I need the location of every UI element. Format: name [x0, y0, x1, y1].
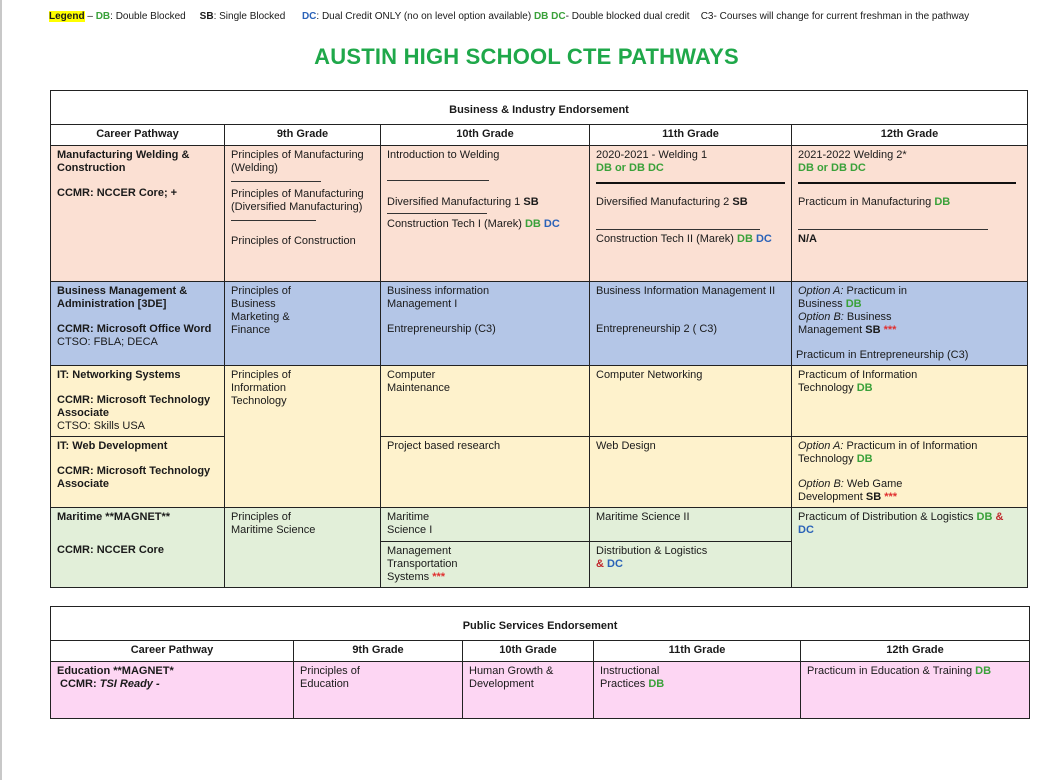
course: Practicum in of Information Technology — [798, 440, 978, 465]
course: 2020-2021 - Welding 1 — [596, 149, 708, 161]
course: Entrepreneurship (C3) — [387, 323, 496, 335]
business-endorsement-table — [50, 90, 1028, 588]
ccmr-value: TSI Ready - — [99, 678, 160, 690]
public-services-endorsement-table — [50, 606, 1030, 719]
pathway-ctso: CTSO: FBLA; DECA — [57, 336, 158, 348]
legend-dc-key: DC — [301, 11, 317, 22]
amp-tag: & — [995, 511, 1004, 523]
option-label: Option B: — [798, 478, 844, 490]
course: Practicum in Entrepreneurship (C3) — [796, 349, 969, 361]
cell-web-development-g12 — [792, 437, 1028, 508]
db-tag: DB — [856, 453, 873, 465]
course: Business information Management I — [387, 285, 490, 310]
credit-tags: DB or DB DC — [798, 162, 866, 174]
header-grade-10: 10th Grade — [463, 641, 594, 662]
cell-education-g9 — [294, 662, 463, 719]
course: Computer Maintenance — [387, 369, 450, 394]
pathway-ccmr: CCMR: Microsoft Technology Associate — [57, 394, 211, 419]
header-grade-12: 12th Grade — [792, 125, 1028, 146]
pathway-ccmr: CCMR: Microsoft Office Word — [57, 323, 212, 335]
course: Practicum in Education & Training — [807, 665, 973, 677]
header-career-pathway: Career Pathway — [51, 641, 294, 662]
sb-tag: SB — [865, 491, 882, 503]
header-grade-10: 10th Grade — [381, 125, 590, 146]
course: Principles of Construction — [231, 235, 356, 247]
cell-manufacturing-g12 — [792, 146, 1028, 282]
header-grade-9: 9th Grade — [294, 641, 463, 662]
db-tag: DB — [524, 218, 541, 230]
cell-web-development-g10 — [381, 437, 590, 508]
course: 2021-2022 Welding 2* — [798, 149, 907, 161]
cell-maritime-g11 — [590, 508, 792, 588]
amp-tag: & — [596, 558, 604, 570]
cell-pathway-education — [51, 662, 294, 719]
course: Principles of Education — [300, 665, 360, 690]
cell-it-networking-g12 — [792, 366, 1028, 437]
public-services-endorsement-title: Public Services Endorsement — [51, 607, 1030, 641]
cell-pathway-business-management — [51, 282, 225, 366]
pathway-name: Business Management & Administration [3DE] — [57, 285, 188, 310]
stars: *** — [432, 571, 446, 583]
dc-tag: DC — [798, 524, 814, 536]
pathway-name: Maritime **MAGNET** — [57, 511, 171, 523]
cell-manufacturing-g10 — [381, 146, 590, 282]
cell-pathway-it-networking — [51, 366, 225, 437]
cell-pathway-maritime — [51, 508, 225, 588]
header-career-pathway: Career Pathway — [51, 125, 225, 146]
stars: *** — [884, 491, 898, 503]
pathway-ctso: CTSO: Skills USA — [57, 420, 146, 432]
course: Construction Tech II (Marek) — [596, 233, 734, 245]
cell-manufacturing-g9 — [225, 146, 381, 282]
legend-dc-text: : Dual Credit ONLY (no on level option available) — [316, 11, 532, 22]
course: Web Game Development — [798, 478, 903, 503]
option-label: Option A: — [798, 440, 844, 452]
sb-tag: SB — [523, 196, 539, 208]
business-endorsement-title: Business & Industry Endorsement — [51, 91, 1028, 125]
cell-business-management-g11 — [590, 282, 792, 366]
course: Principles of Information Technology — [231, 369, 291, 407]
course: Practicum in Manufacturing — [798, 196, 932, 208]
sb-tag: SB — [865, 324, 881, 336]
course: Introduction to Welding — [387, 149, 500, 161]
cell-it-g9 — [225, 366, 381, 508]
course: Business Information Management II — [596, 285, 776, 297]
course: Instructional Practices — [600, 665, 660, 690]
dc-tag: DC — [607, 558, 623, 570]
db-tag: DB — [856, 382, 873, 394]
db-tag: DB — [934, 196, 951, 208]
cell-maritime-g9 — [225, 508, 381, 588]
pathway-ccmr: CCMR: Microsoft Technology Associate — [57, 465, 211, 490]
sb-tag: SB — [732, 196, 748, 208]
course: Distribution & Logistics — [596, 545, 708, 557]
course: Principles of Business Marketing & Finance — [231, 285, 291, 336]
dc-tag: DC — [755, 233, 772, 245]
course: Diversified Manufacturing 2 — [596, 196, 730, 208]
option-label: Option B: — [798, 311, 844, 323]
legend-db-key: DB — [95, 11, 111, 22]
course: Project based research — [387, 440, 501, 452]
public-header-row — [51, 641, 1030, 662]
cell-manufacturing-g11 — [590, 146, 792, 282]
ccmr-label: CCMR: — [60, 678, 97, 690]
course: Practicum of Information Technology — [798, 369, 918, 394]
page-left-border — [0, 0, 2, 780]
row-business-management — [51, 282, 1028, 366]
cell-pathway-manufacturing — [51, 146, 225, 282]
cell-education-g10 — [463, 662, 594, 719]
course: Web Design — [596, 440, 656, 452]
row-it-web-development — [51, 437, 1028, 508]
course-na: N/A — [798, 233, 817, 245]
cell-education-g11 — [594, 662, 801, 719]
cell-maritime-g12 — [792, 508, 1028, 588]
pathway-name: IT: Networking Systems — [57, 369, 181, 381]
pathway-ccmr: CCMR: NCCER Core; + — [57, 187, 178, 199]
db-tag: DB — [976, 511, 993, 523]
db-tag: DB — [737, 233, 753, 245]
header-grade-11: 11th Grade — [590, 125, 792, 146]
course: Maritime Science I — [387, 511, 433, 536]
pathway-ccmr: CCMR: NCCER Core — [57, 544, 164, 556]
course: Entrepreneurship 2 ( C3) — [596, 323, 718, 335]
course: Human Growth & Development — [469, 665, 554, 690]
cell-education-g12 — [801, 662, 1030, 719]
course: Practicum of Distribution & Logistics — [798, 511, 974, 523]
course: Maritime Science II — [596, 511, 690, 523]
legend-db-text: : Double Blocked — [110, 11, 186, 22]
business-header-row — [51, 125, 1028, 146]
course: Construction Tech I (Marek) — [387, 218, 522, 230]
cell-business-management-g10 — [381, 282, 590, 366]
row-it-networking — [51, 366, 1028, 437]
stars: *** — [883, 324, 897, 336]
cell-it-networking-g10 — [381, 366, 590, 437]
cell-business-management-g12 — [792, 282, 1028, 366]
row-education — [51, 662, 1030, 719]
legend-sb-key: SB — [199, 11, 214, 22]
course: Principles of Manufacturing (Welding) — [231, 149, 364, 174]
legend-sb-text: : Single Blocked — [213, 11, 286, 22]
header-grade-12: 12th Grade — [801, 641, 1030, 662]
course: Diversified Manufacturing 1 — [387, 196, 521, 208]
pathway-name: Education **MAGNET* — [57, 665, 174, 677]
legend-label: Legend — [49, 11, 85, 22]
db-tag: DB — [975, 665, 992, 677]
credit-tags: DB or DB DC — [596, 162, 664, 174]
legend-dbdc-text: - Double blocked dual credit — [565, 11, 690, 22]
cell-it-networking-g11 — [590, 366, 792, 437]
legend-c3-text: C3- Courses will change for current freshman in the pathway — [700, 11, 970, 22]
cell-pathway-web-development — [51, 437, 225, 508]
dc-tag: DC — [543, 218, 560, 230]
course: Principles of Maritime Science — [231, 511, 316, 536]
pathway-name: Manufacturing Welding & Construction — [57, 149, 190, 174]
db-tag: DB — [648, 678, 665, 690]
header-grade-11: 11th Grade — [594, 641, 801, 662]
header-grade-9: 9th Grade — [225, 125, 381, 146]
option-label: Option A: — [798, 285, 844, 297]
row-maritime — [51, 508, 1028, 588]
course: Principles of Manufacturing (Diversified Manufacturing) — [231, 188, 364, 213]
legend-dbdc-key: DB DC — [533, 11, 566, 22]
cell-web-development-g11 — [590, 437, 792, 508]
course: Practicum in Business — [798, 285, 908, 310]
pathway-name: IT: Web Development — [57, 440, 168, 452]
course: Business Management — [798, 311, 892, 336]
course: Computer Networking — [596, 369, 703, 381]
legend: Legend – DB: Double Blocked SB: Single Blocked DC: Dual Credit ONLY (no on level option available) DB DC- Double blocked dual credit C3- Courses will change for current freshman in the pathway — [49, 11, 970, 22]
page-title: AUSTIN HIGH SCHOOL CTE PATHWAYS — [314, 44, 739, 69]
db-tag: DB — [845, 298, 862, 310]
cell-business-management-g9 — [225, 282, 381, 366]
cell-maritime-g10 — [381, 508, 590, 588]
course: Management Transportation Systems — [387, 545, 458, 583]
row-manufacturing — [51, 146, 1028, 282]
